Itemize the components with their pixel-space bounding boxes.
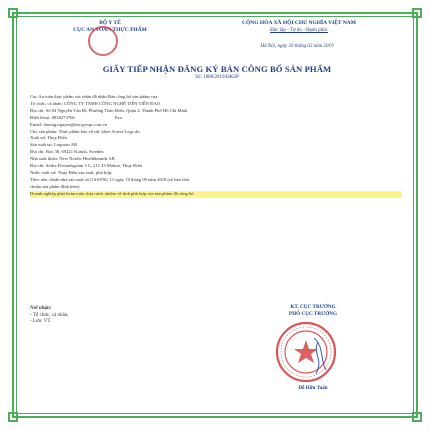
body-line: Theo tiêu chuẩn nhà sản xuất số CAS/PSC 11 ngày 10 tháng 09 năm 2018 (số bản tiêu <box>30 176 189 182</box>
document-sheet <box>22 20 408 412</box>
signer-name: Đỗ Hữu Tuấn <box>298 386 328 391</box>
corner-ornament <box>412 412 422 422</box>
highlighted-body-line: Doanh nghiệp phải hoàn toàn chịu trách nhiệm về tính phù hợp của sản phẩm đã công bố. <box>30 191 402 198</box>
body-line: chuẩn sản phẩm đính kèm) <box>30 183 80 189</box>
document-number: Số: 1888/2019/ĐKSP <box>195 75 239 80</box>
recipient-item: - Lưu: VT. <box>30 319 52 324</box>
recipient-item: - Tổ chức, cá nhân; <box>30 312 69 318</box>
national-header <box>214 20 384 34</box>
body-line: Địa chỉ: Box 38, 69221 Kumla, Sweden <box>30 149 104 155</box>
body-line: Địa chỉ: Södra Förstadsgatan 3 C, 211 43 Malmö, Thụy Điển <box>30 163 143 169</box>
body-line: Sản xuất tại: Legosan AB <box>30 142 77 148</box>
department-name: CỤC AN TOÀN THỰC PHẨM <box>73 27 147 33</box>
corner-ornament <box>8 412 18 422</box>
national-motto: Độc lập - Tự do - Hạnh phúc <box>270 28 328 33</box>
issue-date: Hà Nội, ngày 26 tháng 02 năm 2019 <box>260 44 334 49</box>
recipients-block <box>30 306 150 326</box>
body-line: Địa chỉ: Số 04 Nguyễn Văn Đi, Phường Thảo Điền, Quận 2, Thành Phố Hồ Chí Minh <box>30 107 188 113</box>
body-line: Tổ chức, cá nhân: CÔNG TY TNHH CÔNG NGHỆ TIẾN TIẾN ĐẠO <box>30 100 161 106</box>
corner-ornament <box>8 8 18 18</box>
body-line: Cục An toàn thực phẩm xác nhận đã nhận Bản công bố sản phẩm của: <box>30 94 159 99</box>
document-title: GIẤY TIẾP NHẬN ĐĂNG KÝ BẢN CÔNG BỐ SẢN PHẨM <box>102 64 332 74</box>
body-line: Xuất xứ: Thụy Điển <box>30 135 67 141</box>
red-seal-icon <box>274 320 338 384</box>
corner-ornament <box>412 8 422 18</box>
red-seal-icon <box>88 26 118 56</box>
recipients-label: Nơi nhận: <box>30 306 52 311</box>
country-name: CỘNG HÒA XÃ HỘI CHỦ NGHĨA VIỆT NAM <box>242 20 356 26</box>
signer-position: PHÓ CỤC TRƯỞNG <box>288 310 338 317</box>
document-body <box>30 94 402 198</box>
ministry-name: BỘ Y TẾ <box>99 20 121 26</box>
body-line: Cho sản phẩm: Thực phẩm bảo vệ sức khỏe Active Legs do: <box>30 128 141 134</box>
body-line: Điện thoại: 0838273766 Fax: <box>30 114 124 120</box>
body-line: Email: thuong.nguyen@tm-group.com.vn <box>30 121 107 127</box>
signer-block <box>258 304 368 317</box>
body-line: Nhà xuất khẩu: New Nordic Healthbrands AB <box>30 156 115 162</box>
signer-title: KT. CỤC TRƯỞNG <box>290 304 336 310</box>
body-line: Nước xuất xứ: Thụy Điển sản xuất, phù hợp: <box>30 169 113 175</box>
